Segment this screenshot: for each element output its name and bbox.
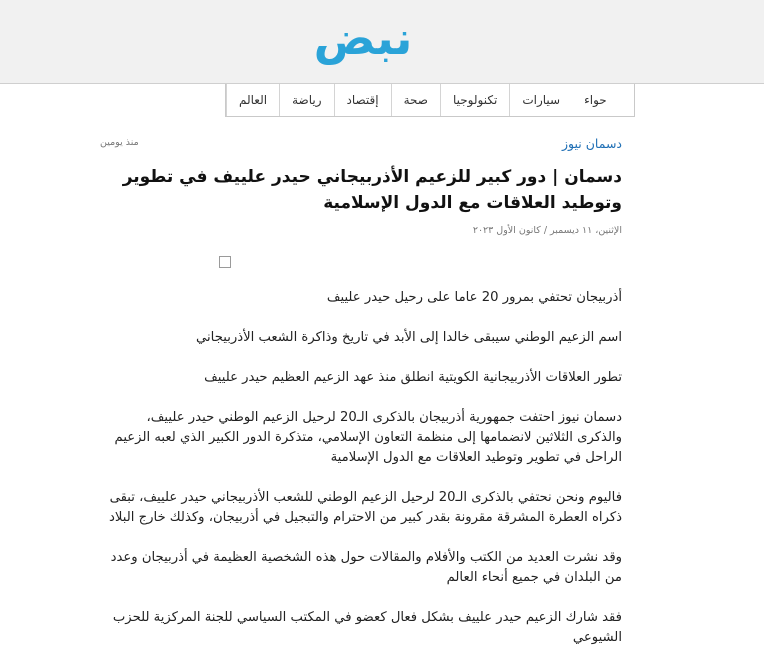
article-paragraph: دسمان نيوز احتفت جمهورية أذربيجان بالذكرى الـ20 لرحيل الزعيم الوطني حيدر علييف، والذكرى الثلاثين لانضمامها إلى منظمة التعاون الإسلامي، متذكرة الدور الكبير الذي لعبه الزعيم الراحل في تطوير وتوطيد العلاقات مع الدول الإسلامية — [114, 410, 622, 465]
site-logo[interactable] — [300, 10, 426, 68]
nav-item-health[interactable]: صحة — [391, 84, 440, 116]
article-paragraph: أذربيجان تحتفي بمرور 20 عاما على رحيل حيدر علييف — [326, 290, 622, 305]
main-nav — [225, 84, 635, 117]
article-title: دسمان | دور كبير للزعيم الأذربيجاني حيدر علييف في تطوير وتوطيد العلاقات مع الدول الإسلامية — [122, 167, 622, 213]
article-meta — [100, 130, 622, 152]
article-paragraph: تطور العلاقات الأذربيجانية الكويتية انطلق منذ عهد الزعيم العظيم حيدر علييف — [204, 370, 622, 385]
site-header — [0, 0, 764, 84]
article-paragraph: فقد شارك الزعيم حيدر علييف بشكل فعال كعضو في المكتب السياسي للجنة المركزية للحزب الشيوعي — [112, 610, 622, 645]
nav-item-women[interactable]: حواء — [584, 93, 607, 107]
broken-image-icon — [219, 256, 231, 268]
nav-item-world[interactable]: العالم — [226, 84, 279, 116]
nav-item-cars[interactable]: سيارات — [509, 84, 572, 116]
nav-item-technology[interactable]: تكنولوجيا — [440, 84, 509, 116]
nav-item-sports[interactable]: رياضة — [279, 84, 333, 116]
logo-text: نبض — [313, 11, 413, 65]
article-date: الإثنين، ١١ ديسمبر / كانون الأول ٢٠٢٣ — [472, 225, 622, 236]
article-source-link[interactable]: دسمان نيوز — [562, 136, 622, 151]
nav-item-economy[interactable]: إقتصاد — [334, 84, 391, 116]
article-paragraph: وقد نشرت العديد من الكتب والأفلام والمقالات حول هذه الشخصية العظيمة في أذربيجان وعدد من البلدان في جميع أنحاء العالم — [110, 550, 622, 585]
article-time-ago: منذ يومين — [100, 137, 139, 148]
article-paragraph: اسم الزعيم الوطني سيبقى خالدا إلى الأبد في تاريخ وذاكرة الشعب الأذربيجاني — [196, 330, 622, 345]
article-paragraph: فاليوم ونحن نحتفي بالذكرى الـ20 لرحيل الزعيم الوطني للشعب الأذربيجاني حيدر علييف، تبقى ذكراه العطرة المشرقة مقرونة بقدر كبير من الاحترام والتبجيل في أذربيجان، وكذلك خارج البلاد — [108, 490, 622, 525]
article — [100, 130, 622, 648]
